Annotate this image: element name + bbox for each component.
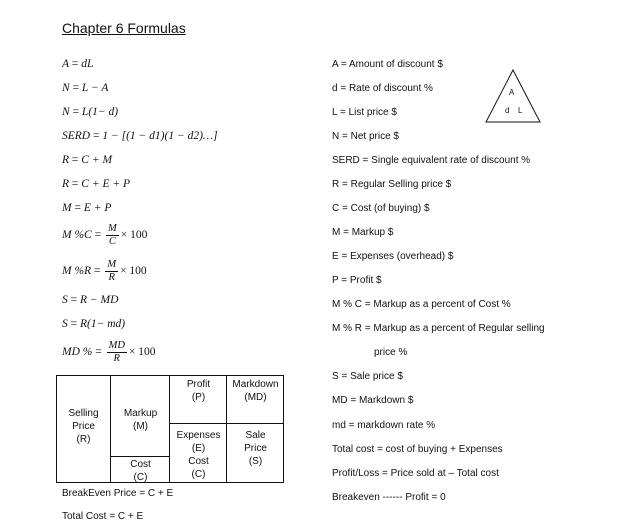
table-cell-profit (170, 378, 227, 404)
formula-row: A = dL (62, 58, 94, 70)
formula-rhs: C + E + P (81, 178, 131, 190)
definition: SERD = Single equivalent rate of discount % (332, 155, 531, 166)
formula-row-fraction: MD % = $\frac{MD}{R}$ × 100 (62, 340, 156, 364)
formula-row: SERD = 1 − [(1 − d1)(1 − d2)…] (62, 130, 218, 142)
definition: Profit/Loss = Price sold at – Total cost (332, 468, 499, 479)
formula-rhs: 1 − [(1 − d1)(1 − d2)…] (102, 130, 218, 142)
formula-tail: × 100 (128, 346, 156, 359)
cell-line: Price (72, 421, 95, 432)
cell-line: Selling (68, 408, 99, 419)
formula-tail: × 100 (120, 229, 148, 242)
definition: Breakeven ------ Profit = 0 (332, 492, 446, 503)
numerator: MD (108, 340, 125, 351)
formula-lhs: M %C (62, 229, 92, 242)
definition: N = Net price $ (332, 131, 399, 142)
cell-line: Sale (245, 430, 266, 441)
cell-line: Markup (123, 408, 158, 419)
formula-row: S = R − MD (62, 294, 119, 306)
fraction (107, 340, 127, 365)
table-cell-expenses (170, 429, 227, 481)
definition: M % C = Markup as a percent of Cost % (332, 299, 511, 310)
formula-row: M = E + P (62, 202, 112, 214)
definition: md = markdown rate % (332, 420, 436, 431)
formula-lhs: R (62, 178, 70, 190)
cell-line: Markdown (232, 379, 279, 390)
denominator: C (108, 236, 116, 247)
definition: M % R = Markup as a percent of Regular selling (332, 323, 545, 334)
definition: M = Markup $ (332, 227, 394, 238)
formula-row: N = L − A (62, 82, 109, 94)
table-cell-sale-price (227, 429, 284, 468)
fraction (105, 259, 118, 284)
cell-line: (E) (191, 443, 206, 454)
formula-lhs: M (62, 202, 72, 214)
definition-continued: price % (374, 347, 408, 358)
cell-line: Profit (186, 379, 211, 390)
definition: Total cost = cost of buying + Expenses (332, 444, 503, 455)
cell-line: (C) (191, 469, 206, 480)
table-cell-selling-price (56, 407, 111, 446)
table-cell-markup (111, 407, 170, 433)
formula-rhs: dL (81, 58, 94, 70)
cell-line: Cost (188, 456, 209, 467)
cell-line: Cost (130, 459, 151, 470)
formula-row: N = L(1− d) (62, 106, 119, 118)
cell-line: Price (244, 443, 267, 454)
cell-line: (C) (133, 472, 148, 483)
formula-row: S = R(1− md) (62, 318, 126, 330)
formula-rhs: L(1− d) (81, 106, 119, 118)
definition: MD = Markdown $ (332, 395, 414, 406)
definition: A = Amount of discount $ (332, 59, 443, 70)
formula-lhs: MD % (62, 346, 93, 359)
formula-lhs: S (62, 294, 68, 306)
formula-rhs: R − MD (80, 294, 119, 306)
fraction (106, 223, 119, 248)
definition: S = Sale price $ (332, 371, 403, 382)
formula-tail: × 100 (120, 265, 147, 278)
triangle-right-label: L (518, 106, 523, 115)
formula-rhs: C + M (81, 154, 113, 166)
numerator: M (107, 259, 117, 270)
page-title: Chapter 6 Formulas (62, 20, 186, 36)
cell-line: (M) (133, 421, 148, 432)
definition: d = Rate of discount % (332, 83, 433, 94)
formula-lhs: M %R (62, 265, 92, 278)
formula-rhs: L − A (81, 82, 109, 94)
breakeven-note: BreakEven Price = C + E (62, 488, 174, 499)
cell-line: (R) (76, 434, 91, 445)
formula-lhs: N (62, 106, 70, 118)
formula-rhs: E + P (83, 202, 112, 214)
triangle-left-label: d (505, 106, 510, 115)
table-cell-cost (111, 458, 170, 484)
definition: R = Regular Selling price $ (332, 179, 452, 190)
formula-lhs: N (62, 82, 70, 94)
formula-row-fraction: M %C = $\frac{M}{C}$ × 100 (62, 223, 148, 247)
cell-line: (S) (248, 456, 263, 467)
formula-lhs: SERD (62, 130, 91, 142)
formula-lhs: S (62, 318, 68, 330)
formula-row: R = C + M (62, 154, 113, 166)
definition: E = Expenses (overhead) $ (332, 251, 454, 262)
formula-row: R = C + E + P (62, 178, 131, 190)
triangle-top-label: A (509, 88, 515, 97)
formula-row-fraction: M %R = $\frac{M}{R}$ × 100 (62, 259, 147, 283)
definition: C = Cost (of buying) $ (332, 203, 430, 214)
formula-rhs: R(1− md) (80, 318, 126, 330)
definition: P = Profit $ (332, 275, 382, 286)
cell-line: (P) (191, 392, 206, 403)
numerator: M (107, 223, 117, 234)
total-cost-note: Total Cost = C + E (62, 511, 144, 522)
cell-line: Expenses (176, 430, 221, 441)
denominator: R (113, 353, 120, 364)
definition: L = List price $ (332, 107, 397, 118)
denominator: R (108, 272, 115, 283)
formula-lhs: A (62, 58, 70, 70)
formula-lhs: R (62, 154, 70, 166)
table-cell-markdown (227, 378, 284, 404)
cell-line: (MD) (244, 392, 267, 403)
